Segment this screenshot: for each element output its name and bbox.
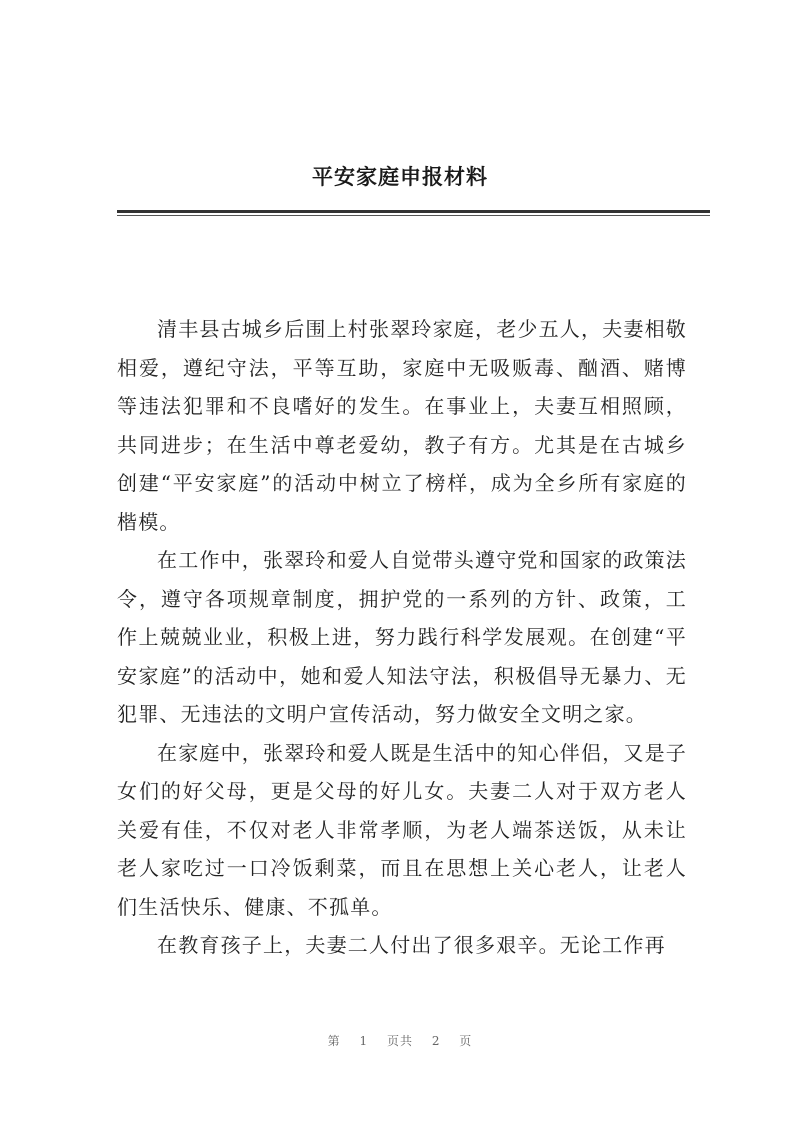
paragraph-3: 在家庭中，张翠玲和爱人既是生活中的知心伴侣，又是子女们的好父母，更是父母的好儿女。夫妻二人对于双方老人关爱有佳，不仅对老人非常孝顺，为老人端茶送饭，从未让老人家吃过一口冷饭剩菜，而且在思想上关心老人，让老人们生活快乐、健康、不孤单。 bbox=[117, 740, 687, 919]
document-body bbox=[117, 310, 687, 965]
title-divider-thick bbox=[117, 210, 710, 213]
paragraph-4: 在教育孩子上，夫妻二人付出了很多艰辛。无论工作再 bbox=[157, 933, 666, 957]
page-footer bbox=[0, 1032, 800, 1049]
footer-suffix: 页 bbox=[459, 1034, 473, 1048]
footer-total-pages: 2 bbox=[431, 1034, 441, 1048]
title-divider-thin bbox=[117, 215, 710, 216]
paragraph-2: 在工作中，张翠玲和爱人自觉带头遵守党和国家的政策法令，遵守各项规章制度，拥护党的一系列的方针、政策，工作上兢兢业业，积极上进，努力践行科学发展观。在创建“平安家庭”的活动中，她和爱人知法守法，积极倡导无暴力、无犯罪、无违法的文明户宣传活动，努力做安全文明之家。 bbox=[117, 548, 687, 726]
paragraph-1: 清丰县古城乡后围上村张翠玲家庭，老少五人，夫妻相敬相爱，遵纪守法，平等互助，家庭中无吸贩毒、酗酒、赌博等违法犯罪和不良嗜好的发生。在事业上，夫妻互相照顾，共同进步；在生活中尊老爱幼，教子有方。尤其是在古城乡创建“平安家庭”的活动中树立了榜样，成为全乡所有家庭的楷模。 bbox=[117, 317, 687, 534]
footer-current-page: 1 bbox=[359, 1034, 369, 1048]
footer-prefix: 第 bbox=[327, 1034, 341, 1048]
document-title: 平安家庭申报材料 bbox=[312, 164, 488, 189]
footer-middle: 页共 bbox=[386, 1034, 413, 1048]
